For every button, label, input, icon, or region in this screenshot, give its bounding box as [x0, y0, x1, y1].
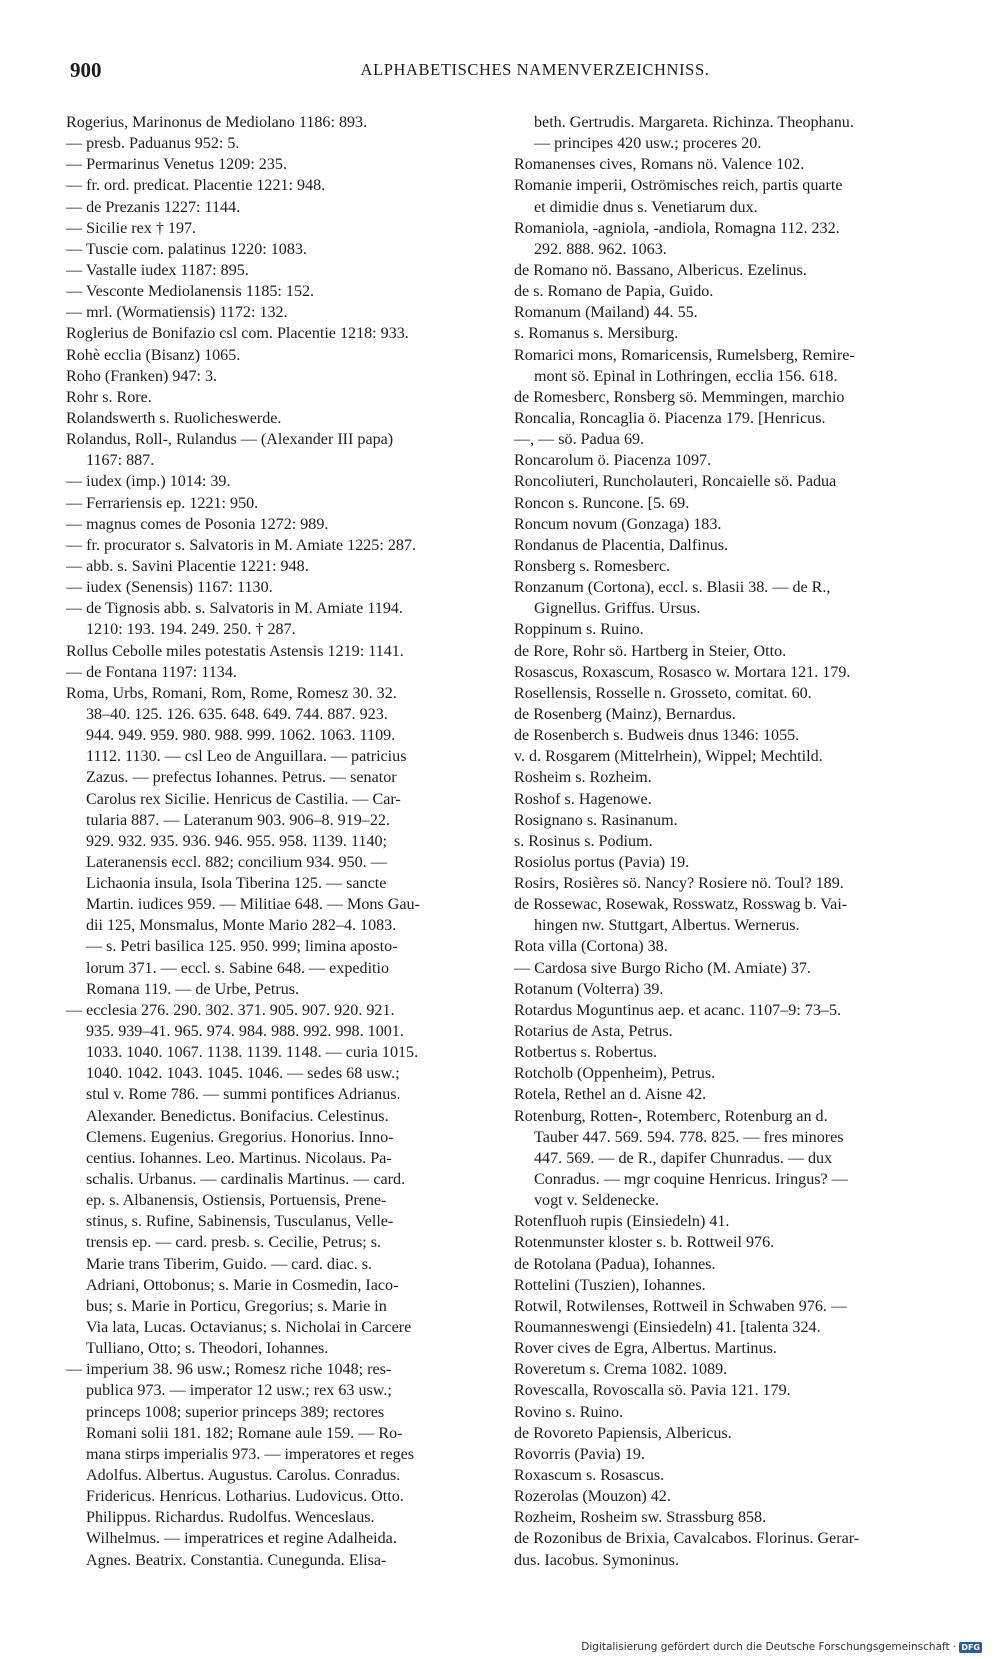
running-title: ALPHABETISCHES NAMENVERZEICHNISS. [360, 60, 710, 79]
index-line: de Rotolana (Padua), Iohannes. [514, 1255, 716, 1273]
footer-text: Digitalisierung gefördert durch die Deutsche Forschungsgemeinschaft · [581, 1641, 957, 1653]
index-line: Alexander. Benedictus. Bonifacius. Celestinus. [86, 1107, 389, 1125]
index-line: centius. Iohannes. Leo. Martinus. Nicolaus. Pa- [86, 1149, 392, 1167]
index-line: Rottelini (Tuszien), Iohannes. [514, 1276, 706, 1294]
index-line: — mrl. (Wormatiensis) 1172: 132. [66, 304, 288, 322]
index-line: Rotarius de Asta, Petrus. [514, 1023, 673, 1041]
index-line: Roncum novum (Gonzaga) 183. [514, 515, 722, 533]
index-line: Romanum (Mailand) 44. 55. [514, 304, 698, 322]
index-line: — fr. ord. predicat. Placentie 1221: 948. [66, 177, 326, 195]
index-line: beth. Gertrudis. Margareta. Richinza. Theophanu. [534, 114, 854, 131]
index-line: Roglerius de Bonifazio csl com. Placentie 1218: 933. [66, 325, 409, 343]
index-line: Romana 119. — de Urbe, Petrus. [86, 980, 300, 998]
index-line: Fridericus. Henricus. Lotharius. Ludovicus. Otto. [86, 1488, 404, 1506]
index-line: 1040. 1042. 1043. 1045. 1046. — sedes 68 usw.; [86, 1065, 400, 1083]
index-line: Conradus. — mgr coquine Henricus. Iringus? — [534, 1171, 848, 1189]
index-line: Roncarolum ö. Piacenza 1097. [514, 452, 712, 470]
index-line: lorum 371. — eccl. s. Sabine 648. — expeditio [86, 959, 390, 977]
index-line: Romanie imperii, Oströmisches reich, partis quarte [514, 177, 843, 195]
index-line: dii 125, Monsmalus, Monte Mario 282–4. 1083. [86, 917, 397, 935]
index-line: Adolfus. Albertus. Augustus. Carolus. Conradus. [86, 1467, 401, 1484]
index-line: Clemens. Eugenius. Gregorius. Honorius. Inno- [86, 1128, 394, 1146]
index-line: Marie trans Tiberim, Guido. — card. diac. s. [86, 1255, 373, 1273]
index-line: mont sö. Epinal in Lothringen, ecclia 156. 618. [534, 367, 838, 385]
index-line: — principes 420 usw.; proceres 20. [534, 135, 762, 153]
index-line: Rover cives de Egra, Albertus. Martinus. [514, 1340, 777, 1358]
right-column [514, 112, 962, 1571]
index-line: Rovino s. Ruino. [514, 1403, 624, 1421]
index-line: Rotenfluoh rupis (Einsiedeln) 41. [514, 1213, 730, 1231]
index-line: Rota villa (Cortona) 38. [514, 938, 668, 956]
index-line: de Romesberc, Ronsberg sö. Memmingen, marchio [514, 388, 845, 406]
index-line: Rosignano s. Rasinanum. [514, 811, 678, 829]
index-line: Lateranensis eccl. 882; concilium 934. 950. — [86, 853, 387, 871]
index-line: — Sicilie rex † 197. [66, 219, 197, 237]
index-line: Rotardus Moguntinus aep. et acanc. 1107–9: 73–5. [514, 1001, 842, 1019]
index-line: et dimidie dnus s. Venetiarum dux. [534, 198, 758, 216]
index-line: 1033. 1040. 1067. 1138. 1139. 1148. — curia 1015. [86, 1044, 419, 1062]
index-line: Martin. iudices 959. — Militiae 648. — Mons Gau- [86, 896, 420, 914]
index-line: 929. 932. 935. 936. 946. 955. 958. 1139. 1140; [86, 832, 388, 850]
index-line: Rolandus, Roll-, Rulandus — (Alexander III papa) [66, 431, 394, 449]
index-line: Ronsberg s. Romesberc. [514, 557, 671, 575]
index-line: de Rovoreto Papiensis, Albericus. [514, 1424, 732, 1442]
index-line: 935. 939–41. 965. 974. 984. 988. 992. 998. 1001. [86, 1023, 404, 1041]
index-line: de s. Romano de Papia, Guido. [514, 283, 714, 301]
index-line: s. Romanus s. Mersiburg. [514, 325, 679, 343]
index-line: dus. Iacobus. Symoninus. [514, 1551, 679, 1569]
index-line: Rosheim s. Rozheim. [514, 769, 652, 787]
index-line: Roumanneswengi (Einsiedeln) 41. [talenta 324. [514, 1319, 821, 1337]
index-line: hingen nw. Stuttgart, Albertus. Wernerus. [534, 917, 800, 935]
index-line: 1210: 193. 194. 249. 250. † 287. [86, 621, 296, 639]
index-line: Rogerius, Marinonus de Mediolano 1186: 893. [66, 114, 368, 131]
index-line: Roshof s. Hagenowe. [514, 790, 652, 808]
index-line: Rovescalla, Rovoscalla sö. Pavia 121. 179. [514, 1382, 791, 1400]
index-line: 944. 949. 959. 980. 988. 999. 1062. 1063. 1109. [86, 727, 396, 745]
index-line: Ronzanum (Cortona), eccl. s. Blasii 38. — de R., [514, 579, 831, 597]
index-line: Rozheim, Rosheim sw. Strassburg 858. [514, 1509, 767, 1527]
index-line: Tauber 447. 569. 594. 778. 825. — fres minores [534, 1128, 844, 1146]
index-line: ep. s. Albanensis, Ostiensis, Portuensis, Prene- [86, 1192, 387, 1210]
index-line: — Tuscie com. palatinus 1220: 1083. [66, 240, 307, 258]
index-line: Philippus. Richardus. Rudolfus. Wenceslaus. [86, 1509, 375, 1527]
index-line: — fr. procurator s. Salvatoris in M. Amiate 1225: 287. [66, 536, 416, 554]
index-line: Roho (Franken) 947: 3. [66, 367, 218, 385]
index-line: Rondanus de Placentia, Dalfinus. [514, 536, 729, 554]
index-line: — s. Petri basilica 125. 950. 999; limina aposto- [86, 938, 398, 956]
index-line: Rotenburg, Rotten-, Rotemberc, Rotenburg an d. [514, 1107, 828, 1125]
index-line: Roncon s. Runcone. [5. 69. [514, 494, 690, 512]
index-line: Romani solii 181. 182; Romane aule 159. — Ro- [86, 1424, 403, 1442]
index-line: Rosascus, Roxascum, Rosasco w. Mortara 121. 179. [514, 663, 851, 681]
index-line: — iudex (Senensis) 1167: 1130. [66, 579, 273, 597]
index-line: — de Prezanis 1227: 1144. [66, 198, 241, 216]
index-line: 1167: 887. [86, 452, 155, 470]
index-line: — Ferrariensis ep. 1221: 950. [66, 494, 259, 512]
index-line: — iudex (imp.) 1014: 39. [66, 473, 231, 491]
index-line: de Rosenberch s. Budweis dnus 1346: 1055. [514, 727, 800, 745]
index-line: de Rore, Rohr sö. Hartberg in Steier, Otto. [514, 642, 787, 660]
index-line: Adriani, Ottobonus; s. Marie in Cosmedin, Iaco- [86, 1276, 399, 1294]
page-header [70, 58, 960, 88]
index-line: Roveretum s. Crema 1082. 1089. [514, 1361, 728, 1379]
index-line: stinus, s. Rufine, Sabinensis, Tusculanus, Velle- [86, 1213, 394, 1231]
index-line: Roppinum s. Ruino. [514, 621, 644, 639]
index-line: Roncalia, Roncaglia ö. Piacenza 179. [Henricus. [514, 409, 826, 427]
index-line: — presb. Paduanus 952: 5. [66, 135, 240, 153]
index-line: Romanenses cives, Romans nö. Valence 102. [514, 156, 805, 174]
index-line: Rollus Cebolle miles potestatis Astensis 1219: 1141. [66, 642, 404, 660]
index-line: stul v. Rome 786. — summi pontifices Adrianus. [86, 1086, 401, 1104]
index-line: Roxascum s. Rosascus. [514, 1467, 665, 1484]
index-line: 292. 888. 962. 1063. [534, 240, 667, 258]
index-line: 1112. 1130. — csl Leo de Anguillara. — patricius [86, 748, 407, 766]
index-line: de Rossewac, Rosewak, Rosswatz, Rosswag b. Vai- [514, 896, 848, 914]
index-line: — imperium 38. 96 usw.; Romesz riche 1048; res- [66, 1361, 392, 1379]
index-line: princeps 1008; superior princeps 389; rectores [86, 1403, 385, 1421]
index-line: v. d. Rosgarem (Mittelrhein), Wippel; Mechtild. [514, 748, 823, 766]
index-line: — de Fontana 1197: 1134. [66, 663, 237, 681]
index-line: Gignellus. Griffus. Ursus. [534, 600, 701, 618]
index-line: Rotanum (Volterra) 39. [514, 980, 664, 998]
index-line: — ecclesia 276. 290. 302. 371. 905. 907. 920. 921. [66, 1001, 395, 1019]
index-line: — de Tignosis abb. s. Salvatoris in M. Amiate 1194. [66, 600, 403, 618]
index-line: Rohè ecclia (Bisanz) 1065. [66, 346, 241, 364]
index-line: de Romano nö. Bassano, Albericus. Ezelinus. [514, 261, 807, 279]
index-line: mana stirps imperialis 973. — imperatores et reges [86, 1445, 415, 1463]
index-line: Lichaonia insula, Isola Tiberina 125. — sancte [86, 875, 387, 893]
index-line: vogt v. Seldenecke. [534, 1192, 659, 1210]
index-line: Roncoliuteri, Runcholauteri, Roncaielle sö. Padua [514, 473, 837, 491]
index-line: Rozerolas (Mouzon) 42. [514, 1488, 671, 1506]
index-line: s. Rosinus s. Podium. [514, 832, 653, 850]
index-line: Rotenmunster kloster s. b. Rottweil 976. [514, 1234, 775, 1252]
index-line: Rotbertus s. Robertus. [514, 1044, 658, 1062]
footer-credit [581, 1641, 982, 1653]
index-line: Rotwil, Rotwilenses, Rottweil in Schwaben 976. — [514, 1297, 848, 1315]
index-line: Rosellensis, Rosselle n. Grosseto, comitat. 60. [514, 684, 812, 702]
index-line: Romarici mons, Romaricensis, Rumelsberg, Remire- [514, 346, 855, 364]
index-line: 38–40. 125. 126. 635. 648. 649. 744. 887. 923. [86, 705, 388, 723]
index-line: — abb. s. Savini Placentie 1221: 948. [66, 557, 309, 575]
index-line: —, — sö. Padua 69. [514, 431, 645, 449]
index-line: tularia 887. — Lateranum 903. 906–8. 919–22. [86, 811, 390, 829]
index-line: Roma, Urbs, Romani, Rom, Rome, Romesz 30. 32. [66, 684, 397, 702]
index-line: — Permarinus Venetus 1209: 235. [66, 156, 287, 174]
dfg-logo-icon: DFG [961, 1642, 980, 1652]
page-number: 900 [70, 58, 102, 82]
index-line: Romaniola, -agniola, -andiola, Romagna 112. 232. [514, 219, 840, 237]
index-line: Rosirs, Rosières sö. Nancy? Rosiere nö. Toul? 189. [514, 875, 844, 893]
index-line: Agnes. Beatrix. Constantia. Cunegunda. Elisa- [86, 1551, 387, 1569]
index-line: Tulliano, Otto; s. Theodori, Iohannes. [86, 1340, 329, 1358]
index-line: — Vesconte Mediolanensis 1185: 152. [66, 283, 315, 301]
index-line: bus; s. Marie in Porticu, Gregorius; s. Marie in [86, 1297, 387, 1315]
index-line: Zazus. — prefectus Iohannes. Petrus. — senator [86, 769, 397, 787]
index-line: Carolus rex Sicilie. Henricus de Castilia. — Car- [86, 790, 401, 808]
index-line: 447. 569. — de R., dapifer Chunradus. — dux [534, 1149, 833, 1167]
index-line: schalis. Urbanus. — cardinalis Martinus. — card. [86, 1171, 406, 1189]
index-line: Rohr s. Rore. [66, 388, 152, 406]
left-column [66, 112, 501, 1571]
index-line: Rotcholb (Oppenheim), Petrus. [514, 1065, 716, 1083]
index-line: Wilhelmus. — imperatrices et regine Adalheida. [86, 1530, 397, 1548]
index-line: — Cardosa sive Burgo Richo (M. Amiate) 37. [514, 959, 811, 977]
index-line: Rosiolus portus (Pavia) 19. [514, 853, 690, 871]
index-line: Rotela, Rethel an d. Aisne 42. [514, 1086, 707, 1104]
index-line: Rovorris (Pavia) 19. [514, 1445, 645, 1463]
index-line: Rolandswerth s. Ruolicheswerde. [66, 409, 282, 427]
index-line: de Rosenberg (Mainz), Bernardus. [514, 705, 736, 723]
index-line: — magnus comes de Posonia 1272: 989. [66, 515, 329, 533]
index-line: trensis ep. — card. presb. s. Cecilie, Petrus; s. [86, 1234, 381, 1252]
index-line: de Rozonibus de Brixia, Cavalcabos. Florinus. Gerar- [514, 1530, 860, 1548]
index-line: publica 973. — imperator 12 usw.; rex 63 usw.; [86, 1382, 392, 1400]
index-line: Via lata, Lucas. Octavianus; s. Nicholai in Carcere [86, 1319, 412, 1337]
index-line: — Vastalle iudex 1187: 895. [66, 261, 249, 279]
